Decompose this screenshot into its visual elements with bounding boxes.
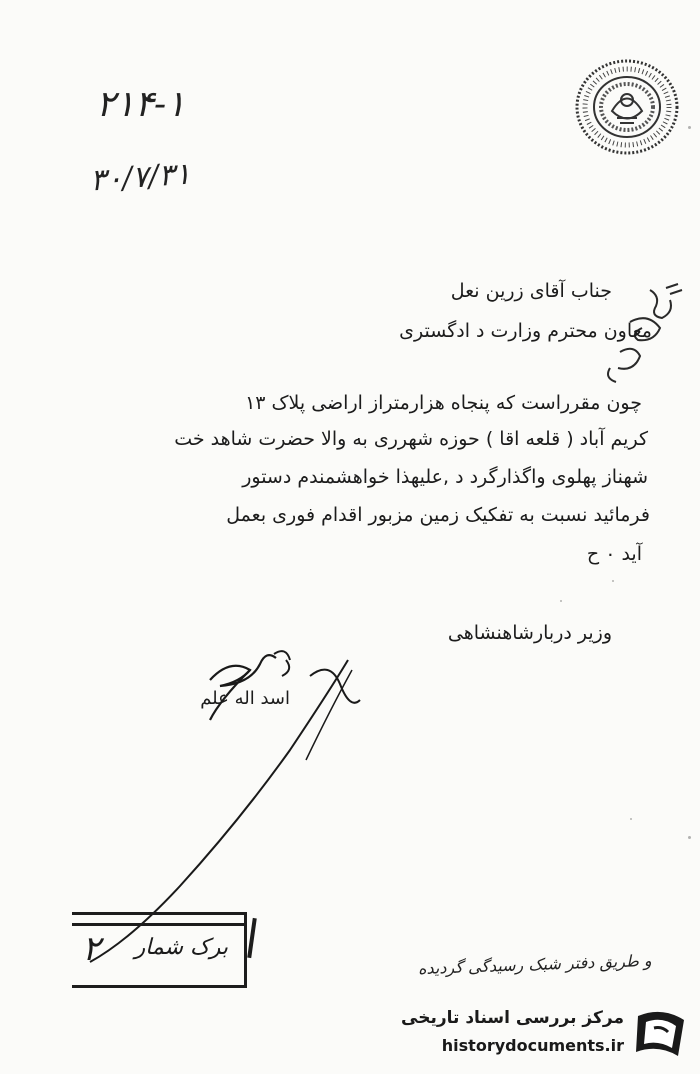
archive-url: historydocuments.ir <box>441 1036 624 1055</box>
royal-seal-emblem <box>572 56 682 158</box>
sheet-label: برک شمار <box>134 935 228 960</box>
sheet-number: ۲ <box>82 929 101 969</box>
scan-speckle <box>688 126 691 129</box>
addressee-name: جناب آقای زرین نعل <box>450 280 612 302</box>
signer-title: وزیر دربارشاهنشاهی <box>447 622 612 644</box>
scan-speckle <box>612 580 614 582</box>
scan-speckle <box>560 600 562 602</box>
body-line: آید ۰ ح <box>586 543 642 565</box>
sheet-box-rule <box>72 923 244 926</box>
body-line: فرمائید نسبت به تفکیک زمین مزبور اقدام فوری بعمل <box>226 504 650 526</box>
signer-name: اسد اله علم <box>200 688 290 709</box>
archive-book-icon <box>632 1006 690 1062</box>
reference-number: ۲۱۴-۱ <box>96 84 186 125</box>
body-line: شهناز پهلوی واگذارگرد د ,علیهذا خواهشمندم دستور <box>242 466 648 488</box>
document-date: ۳۰/۷/۳۱ <box>88 156 192 199</box>
archive-title: مرکز بررسی اسناد تاریخی <box>401 1008 624 1028</box>
scan-speckle <box>688 836 691 839</box>
archive-logo <box>401 1000 694 1066</box>
sheet-number-box <box>72 912 247 988</box>
scan-speckle <box>630 818 632 820</box>
body-line: کریم آباد ( قلعه اقا ) حوزه شهرری به والا حضرت شاهد خت <box>174 428 648 450</box>
body-line: چون مقرراست که پنجاه هزارمتراز اراضی پلاک ۱۳ <box>245 392 642 414</box>
addressee-title: معاون محترم وزارت د ادگستری <box>399 320 652 342</box>
handwritten-footnote: و طریق دفتر شبک رسیدگی گردیده <box>418 950 653 979</box>
